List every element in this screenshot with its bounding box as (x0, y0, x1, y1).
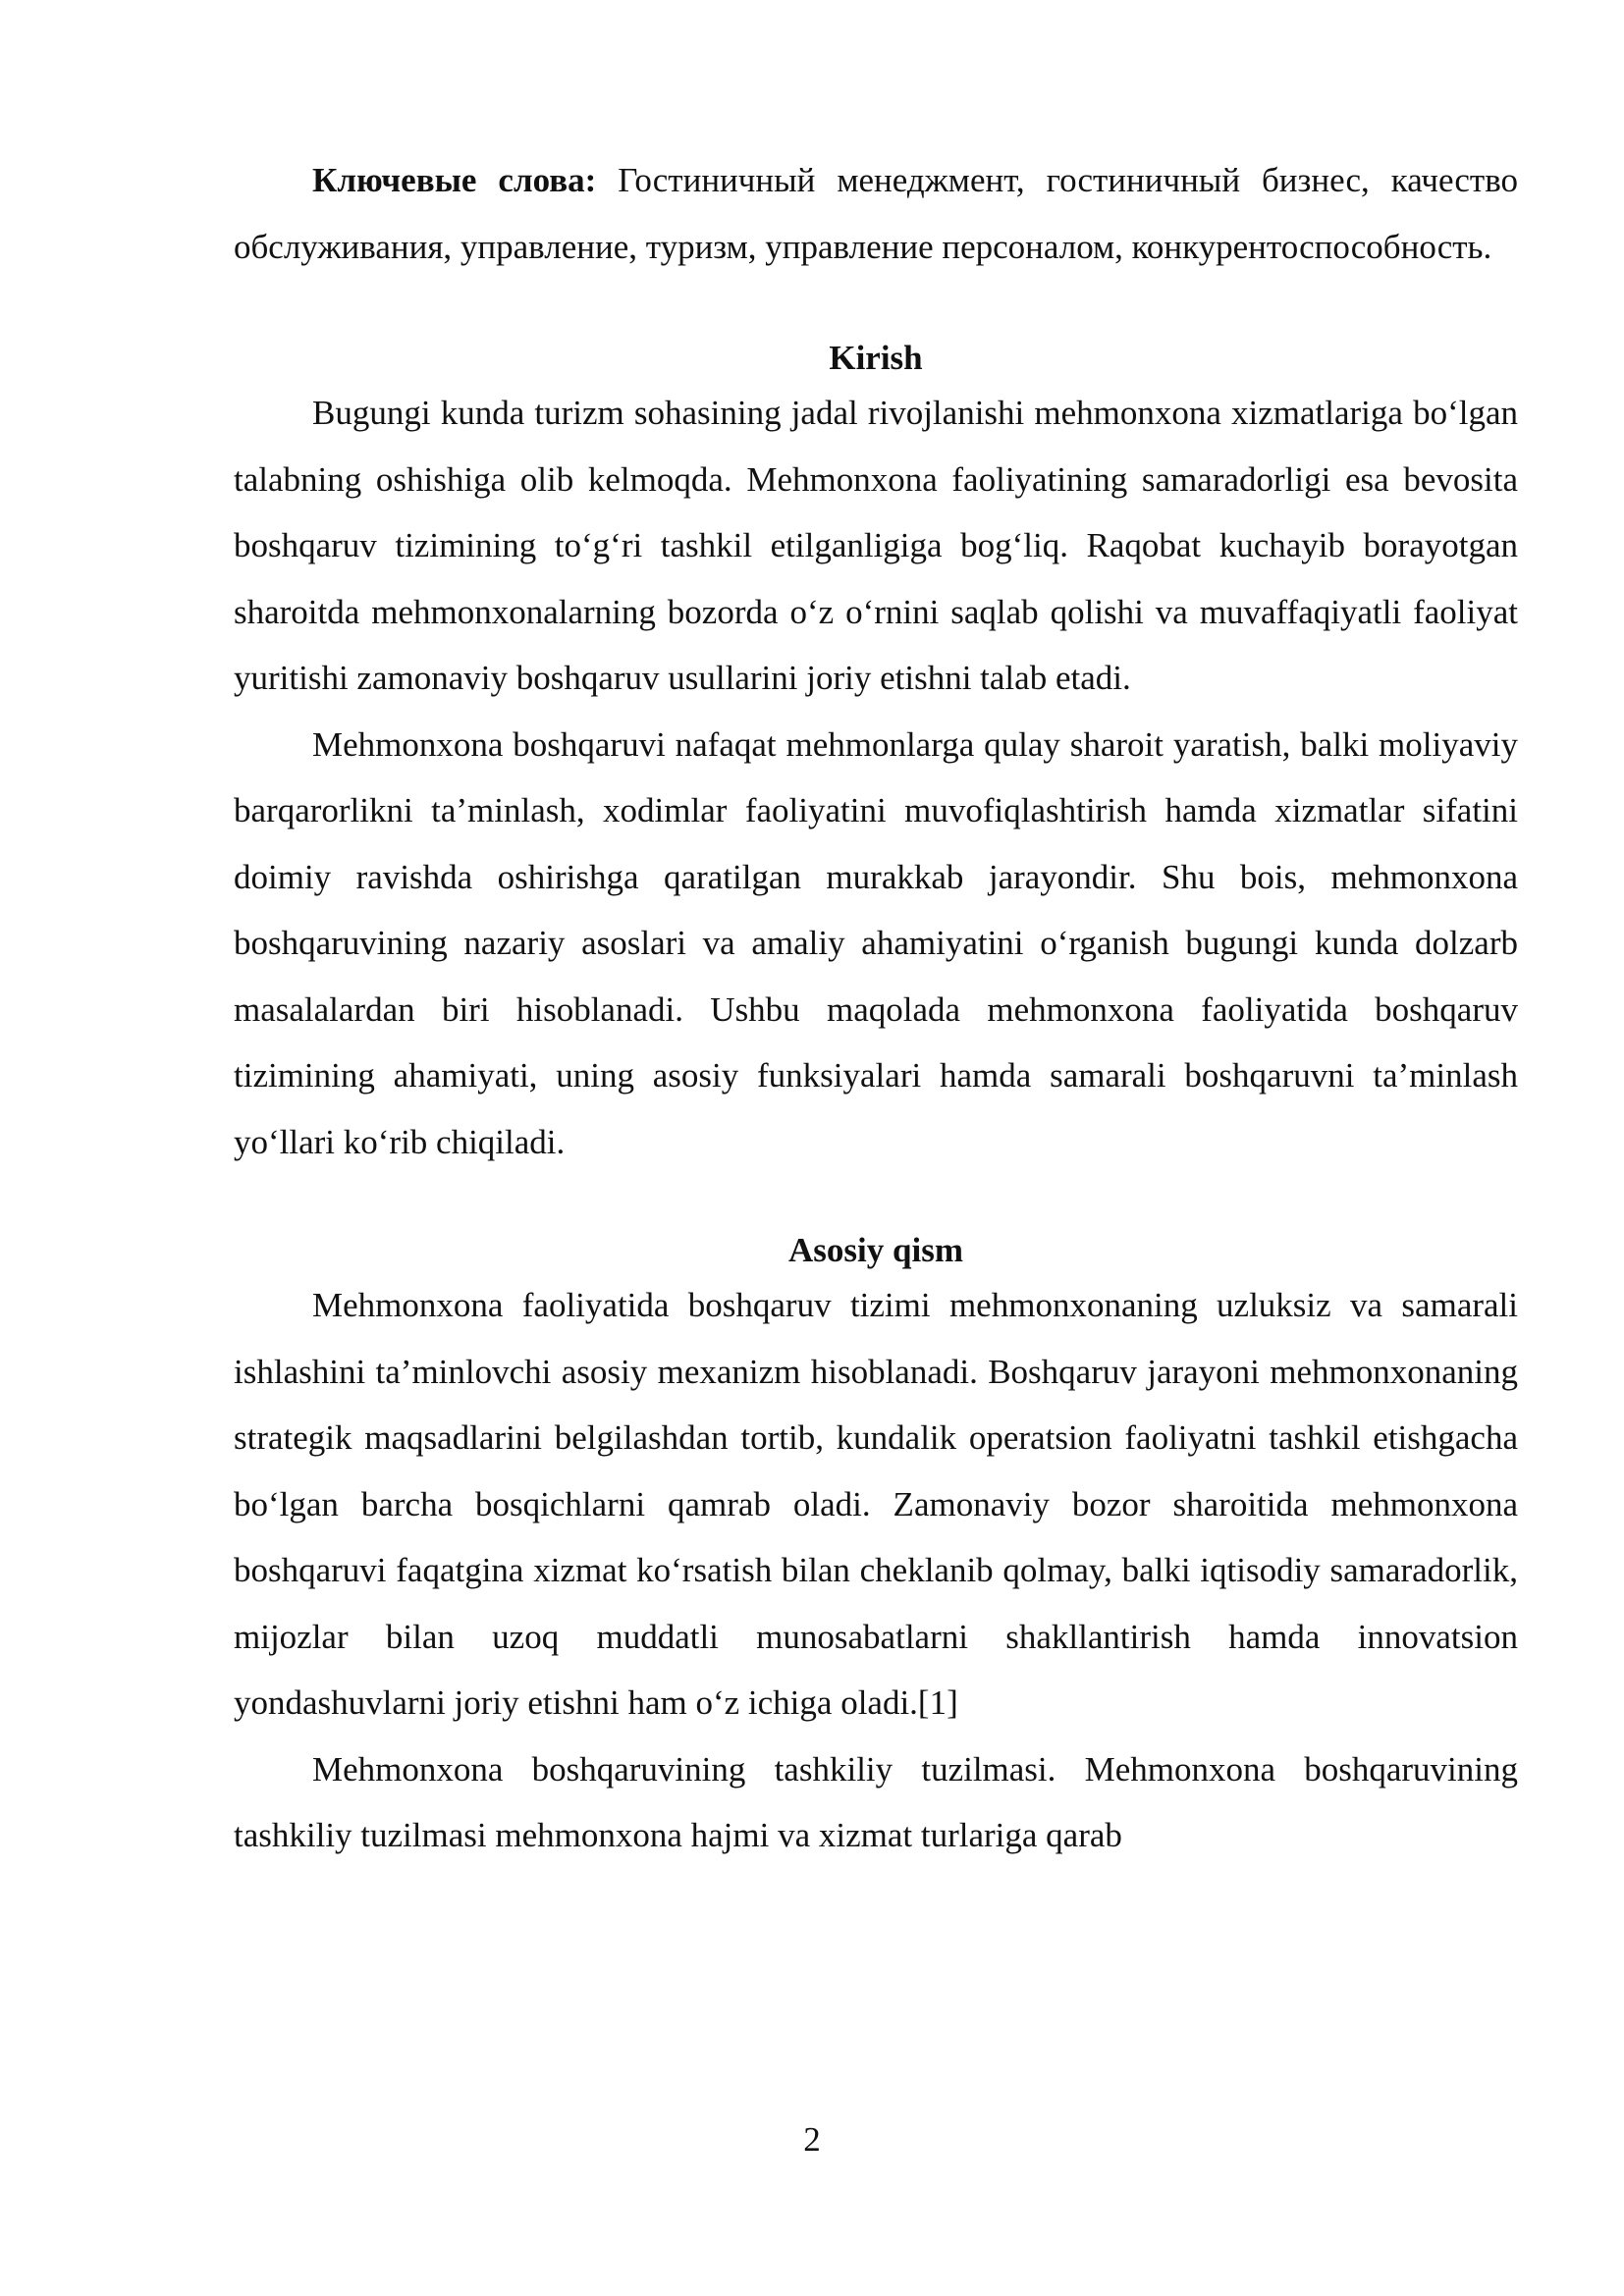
section-main-part (234, 1229, 1518, 1869)
page-number: 2 (803, 2120, 821, 2159)
paragraph: Mehmonxona boshqaruvining tashkiliy tuzilmasi. Mehmonxona boshqaruvining tashkiliy tuzilmasi mehmonxona hajmi va xizmat turlariga qarab (234, 1749, 1518, 1854)
keywords-label: Ключевые слова: (312, 161, 597, 199)
section-introduction (234, 337, 1518, 1175)
paragraph: Mehmonxona boshqaruvi nafaqat mehmonlarga qulay sharoit yaratish, balki moliyaviy barqarorlikni ta’minlash, xodimlar faoliyatini muvofiqlashtirish hamda xizmatlar sifatini doimiy ravishda oshirishga qaratilgan murakkab jarayondir. Shu bois, mehmonxona boshqaruvining nazariy asoslari va amaliy ahamiyatini o‘rganish bugungi kunda dolzarb masalalardan biri hisoblanadi. Ushbu maqolada mehmonxona faoliyatida boshqaruv tizimining ahamiyati, uning asosiy funksiyalari hamda samarali boshqaruvni ta’minlash yo‘llari ko‘rib chiqiladi. (234, 724, 1518, 1161)
paragraph: Bugungi kunda turizm sohasining jadal rivojlanishi mehmonxona xizmatlariga bo‘lgan talabning oshishiga olib kelmoqda. Mehmonxona faoliyatining samaradorligi esa bevosita boshqaruv tizimining to‘g‘ri tashkil etilganligiga bog‘liq. Raqobat kuchayib borayotgan sharoitda mehmonxonalarning bozorda o‘z o‘rnini saqlab qolishi va muvaffaqiyatli faoliyat yuritishi zamonaviy boshqaruv usullarini joriy etishni talab etadi. (234, 394, 1518, 697)
keywords-paragraph (234, 147, 1518, 280)
section-heading: Kirish (829, 339, 923, 377)
document-page (234, 147, 1518, 1869)
paragraph: Mehmonxona faoliyatida boshqaruv tizimi mehmonxonaning uzluksiz va samarali ishlashini ta’minlovchi asosiy mexanizm hisoblanadi. Boshqaruv jarayoni mehmonxonaning strategik maqsadlarini belgilashdan tortib, kundalik operatsion faoliyatni tashkil etishgacha bo‘lgan barcha bosqichlarni qamrab oladi. Zamonaviy bozor sharoitida mehmonxona boshqaruvi faqatgina xizmat ko‘rsatish bilan cheklanib qolmay, balki iqtisodiy samaradorlik, mijozlar bilan uzoq muddatli munosabatlarni shakllantirish hamda innovatsion yondashuvlarni joriy etishni ham o‘z ichiga oladi.[1] (234, 1286, 1518, 1722)
section-heading: Asosiy qism (788, 1231, 963, 1269)
keywords-text: Гостиничный менеджмент, гостиничный бизнес, качество обслуживания, управление, туризм, управление персоналом, конкурентоспособность. (234, 161, 1518, 266)
